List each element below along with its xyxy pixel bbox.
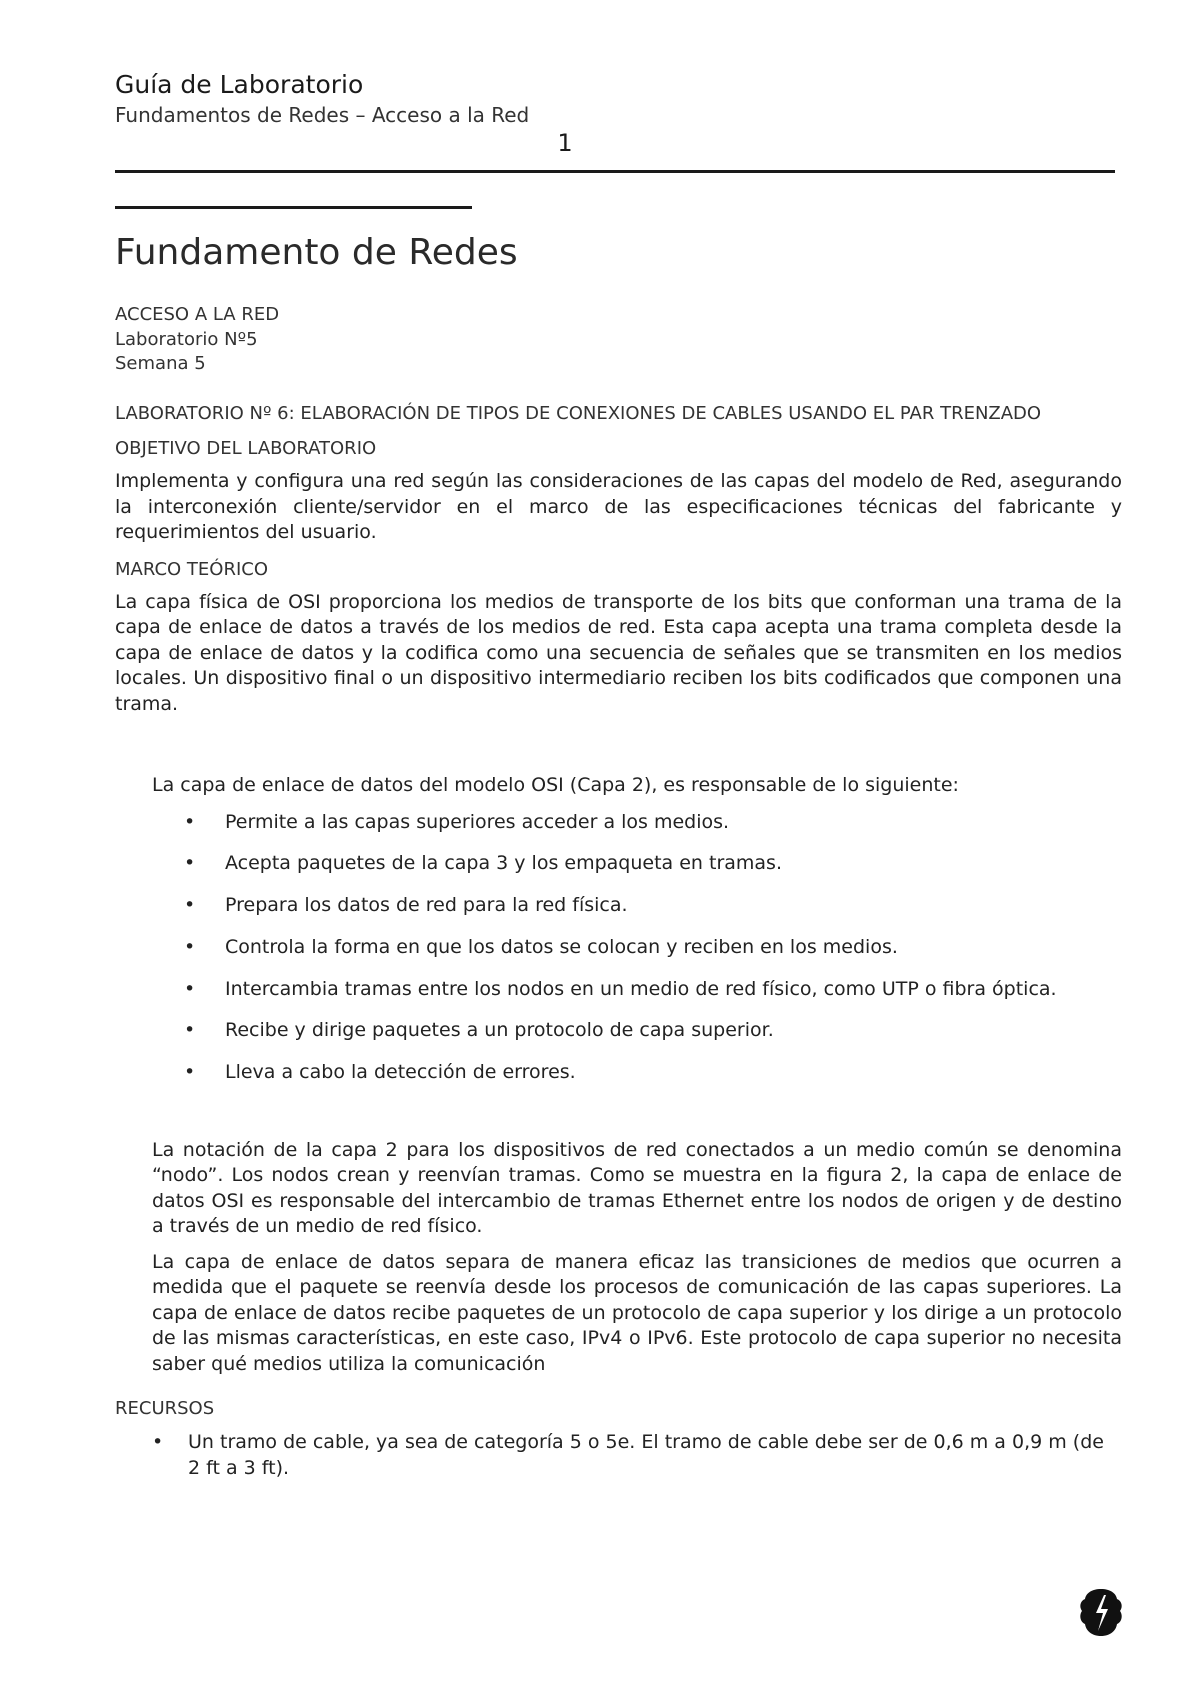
bullet-icon: • [184,1061,196,1084]
objective-heading: OBJETIVO DEL LABORATORIO [115,438,377,459]
list-item: • Permite a las capas superiores acceder a los medios. [152,810,1122,836]
meta-week: Semana 5 [115,353,206,374]
header-subtitle: Fundamentos de Redes – Acceso a la Red [115,103,530,127]
bullet-icon: • [184,894,196,917]
bullet-icon: • [184,935,196,958]
bullet-icon: • [184,977,196,1000]
responsibilities-list [152,810,1122,1086]
bullet-icon: • [184,852,196,875]
list-item: • Acepta paquetes de la capa 3 y los empaqueta en tramas. [152,851,1122,877]
bullet-icon: • [184,1019,196,1042]
document-page [115,68,1122,1481]
meta-course: ACCESO A LA RED [115,304,280,325]
resources-list [115,1430,1122,1481]
theory-paragraph-2: La notación de la capa 2 para los dispositivos de red conectados a un medio común se denomina “nodo”. Los nodos crean y reenvían tramas. Como se muestra en la figura 2, la capa de enlace de datos OSI es responsable del intercambio de tramas Ethernet entre los nodos de origen y de destino a través de un medio de red físico. [152,1138,1122,1238]
list-item: • Lleva a cabo la detección de errores. [152,1060,1122,1086]
list-intro: La capa de enlace de datos del modelo OSI (Capa 2), es responsable de lo siguiente: [152,774,959,796]
bullet-icon: • [152,1431,164,1454]
theory-paragraph-3: La capa de enlace de datos separa de manera eficaz las transiciones de medios que ocurren a medida que el paquete se reenvía desde los procesos de comunicación de las capas superiores. La capa de enlace de datos recibe paquetes de un protocolo de capa superior y los dirige a un protocolo de las mismas características, en este caso, IPv4 o IPv6. Este protocolo de capa superior no necesita saber qué medios utiliza la comunicación [152,1250,1122,1375]
header-rule [115,170,1115,173]
document-meta [115,303,1122,377]
page-number: 1 [557,129,573,157]
list-item: • Recibe y dirige paquetes a un protocolo de capa superior. [152,1018,1122,1044]
theory-heading: MARCO TEÓRICO [115,558,268,580]
header-title: Guía de Laboratorio [115,70,364,99]
list-item: • Intercambia tramas entre los nodos en un medio de red físico, como UTP o fibra óptica. [152,977,1122,1003]
header-rule-short [115,206,472,209]
document-title: Fundamento de Redes [115,232,518,273]
lab-heading: LABORATORIO Nº 6: ELABORACIÓN DE TIPOS DE CONEXIONES DE CABLES USANDO EL PAR TRENZADO [115,402,1042,424]
list-item: • Un tramo de cable, ya sea de categoría 5 o 5e. El tramo de cable debe ser de 0,6 m a 0,9 m (de 2 ft a 3 ft). [152,1431,1104,1479]
theory-text: La capa física de OSI proporciona los medios de transporte de los bits que conforman una trama de la capa de enlace de datos a través de los medios de red. Esta capa acepta una trama completa desde la capa de enlace de datos y la codifica como una secuencia de señales que se transmiten en los medios locales. Un dispositivo final o un dispositivo intermediario reciben los bits codificados que componen una trama. [115,590,1122,715]
list-item: • Prepara los datos de red para la red física. [152,893,1122,919]
objective-text: Implementa y configura una red según las consideraciones de las capas del modelo de Red, asegurando la interconexión cliente/servidor en el marco de las especificaciones técnicas del fabricante y requerimientos del usuario. [115,470,1122,543]
bullet-icon: • [184,810,196,833]
theory-indented-block [152,773,1122,1377]
resources-heading: RECURSOS [115,1398,215,1420]
list-item: • Controla la forma en que los datos se colocan y reciben en los medios. [152,935,1122,961]
brain-logo-icon [1078,1587,1124,1639]
meta-lab-number: Laboratorio Nº5 [115,328,258,350]
